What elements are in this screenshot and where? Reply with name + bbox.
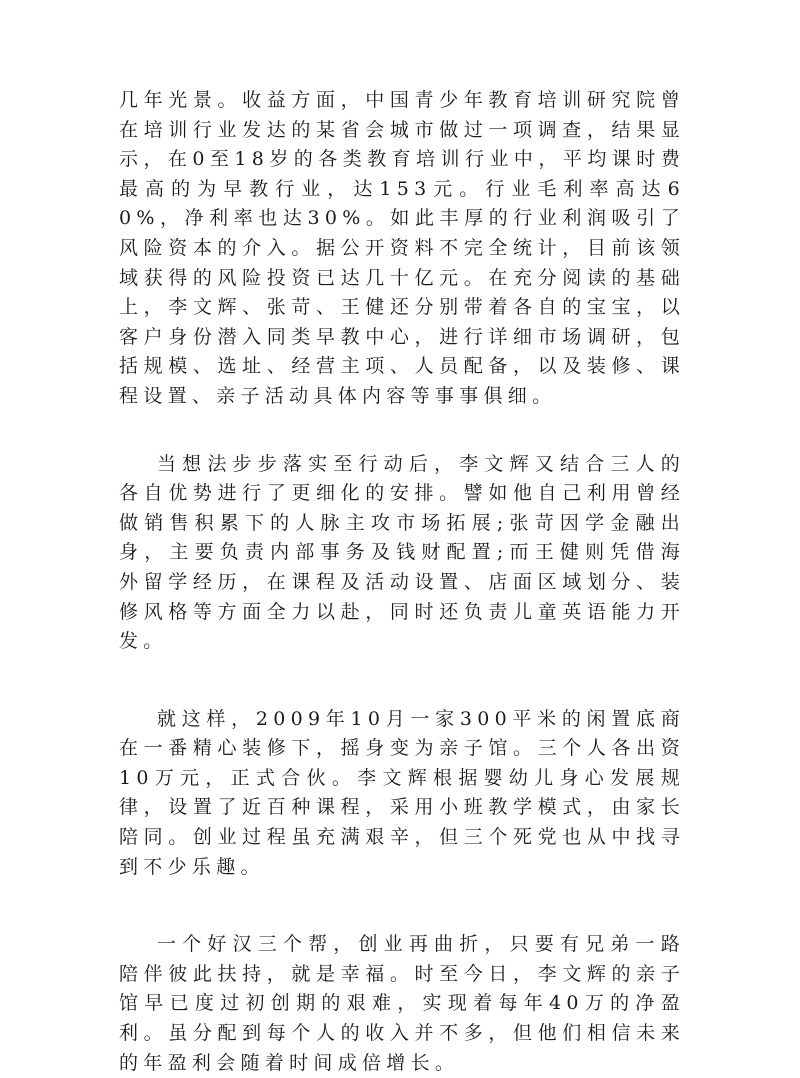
paragraph-role-division: 当想法步步落实至行动后，李文辉又结合三人的各自优势进行了更细化的安排。譬如他自己利用曾经做销售积累下的人脉主攻市场拓展;张苛因学金融出身，主要负责内部事务及钱财配置;而王健则凭借海外留学经历，在课程及活动设置、店面区域划分、装修风格等方面全力以赴，同时还负责儿童英语能力开发。 bbox=[119, 452, 685, 653]
paragraph-founding: 就这样，2009年10月一家300平米的闲置底商在一番精心装修下，摇身变为亲子馆。三个人各出资10万元，正式合伙。李文辉根据婴幼儿身心发展规律，设置了近百种课程，采用小班教学模式，由家长陪同。创业过程虽充满艰辛，但三个死党也从中找寻到不少乐趣。 bbox=[119, 707, 685, 878]
document-page bbox=[119, 86, 685, 1078]
paragraph-outcome: 一个好汉三个帮，创业再曲折，只要有兄弟一路陪伴彼此扶持，就是幸福。时至今日，李文辉的亲子馆早已度过初创期的艰难，实现着每年40万的净盈利。虽分配到每个人的收入并不多，但他们相信未来的年盈利会随着时间成倍增长。 bbox=[119, 933, 685, 1074]
paragraph-market-research: 几年光景。收益方面，中国青少年教育培训研究院曾在培训行业发达的某省会城市做过一项调查，结果显示，在0至18岁的各类教育培训行业中，平均课时费最高的为早教行业，达153元。行业毛利率高达60%，净利率也达30%。如此丰厚的行业利润吸引了风险资本的介入。据公开资料不完全统计，目前该领域获得的风险投资已达几十亿元。在充分阅读的基础上，李文辉、张苛、王健还分别带着各自的宝宝，以客户身份潜入同类早教中心，进行详细市场调研，包括规模、选址、经营主项、人员配备，以及装修、课程设置、亲子活动具体内容等事事俱细。 bbox=[119, 89, 685, 407]
